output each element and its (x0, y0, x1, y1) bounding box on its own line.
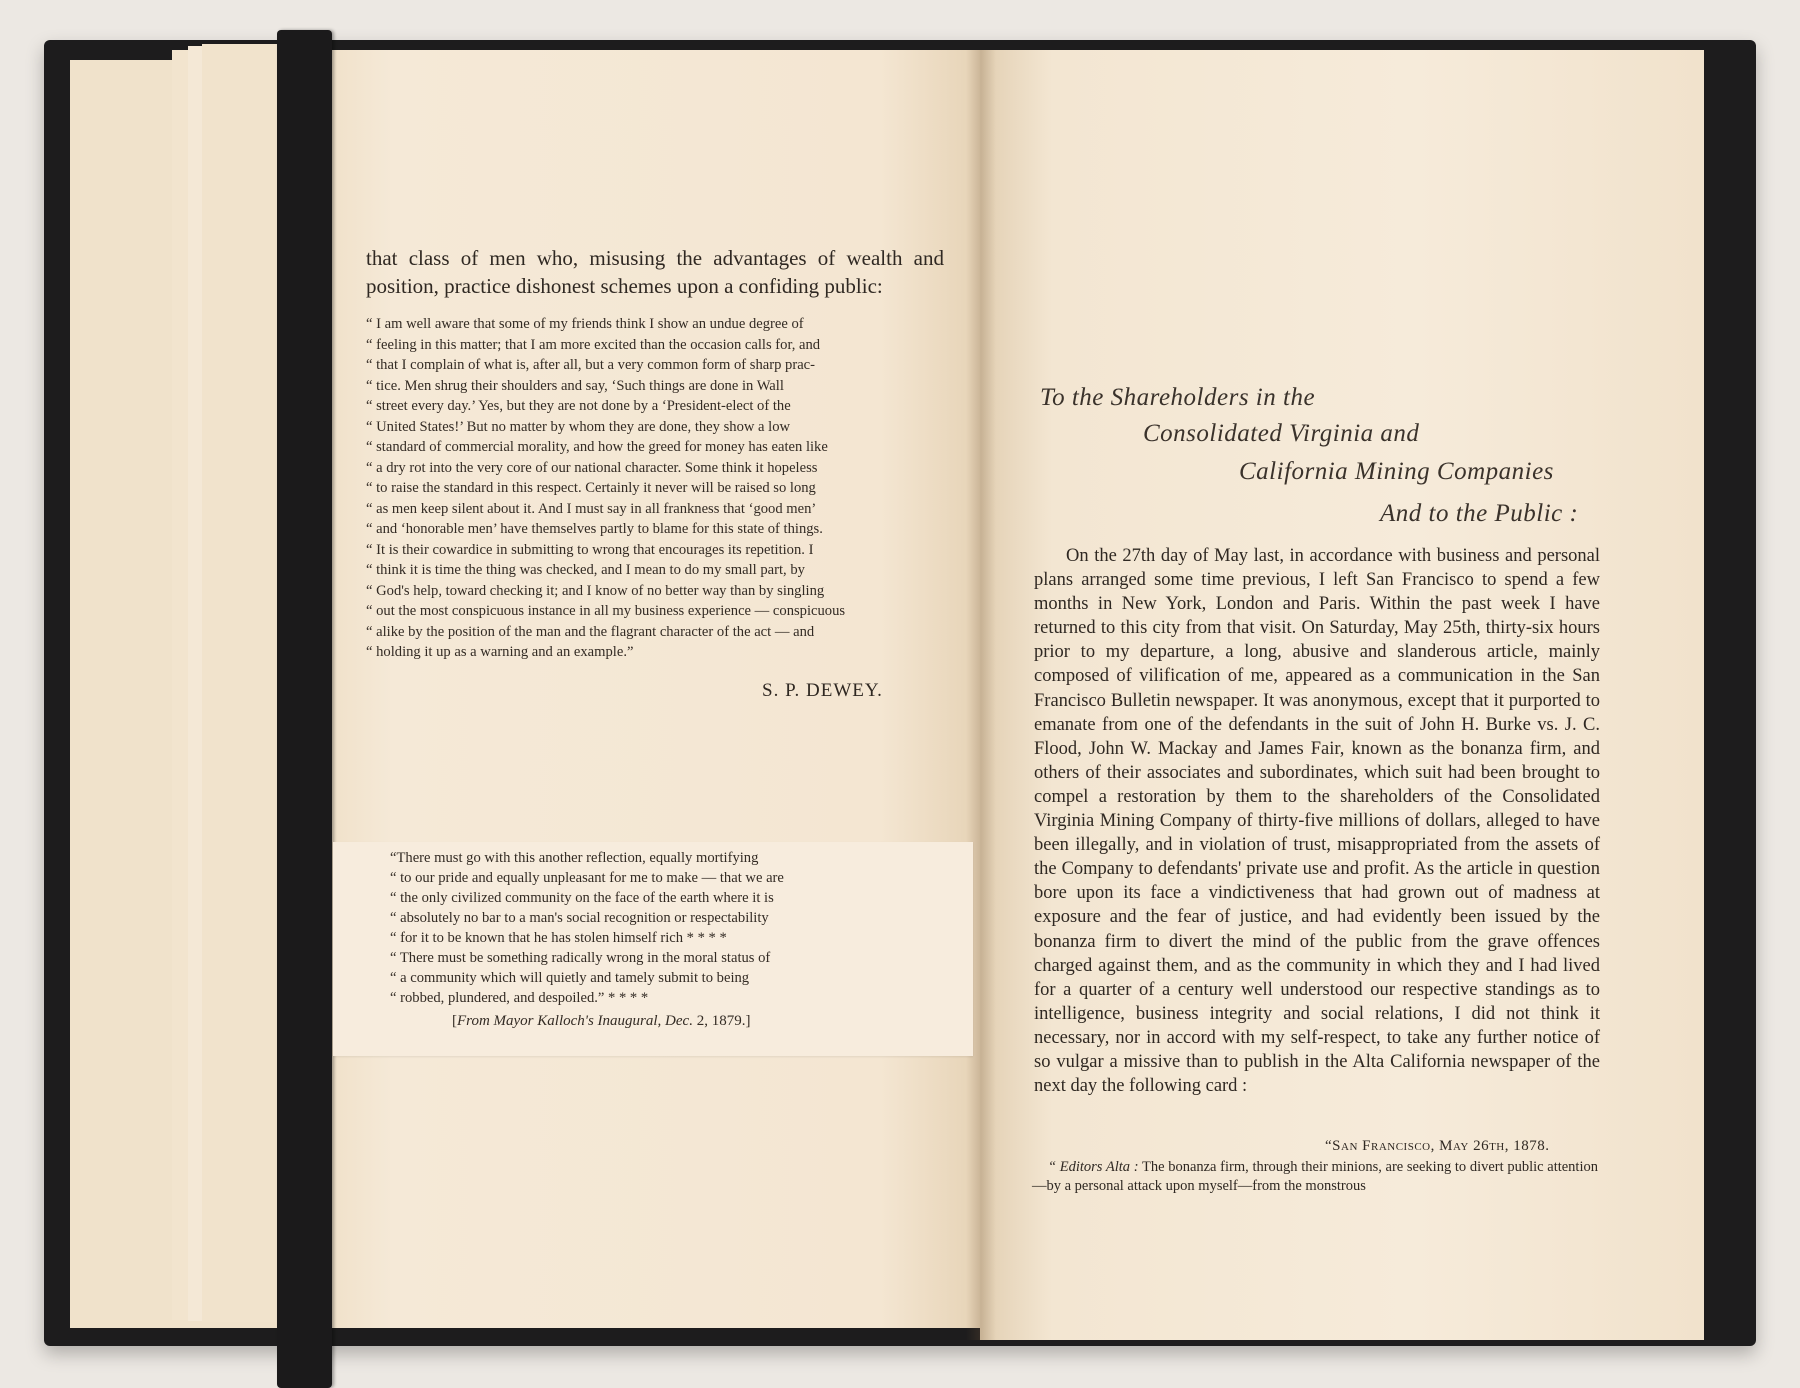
kalloch-quote (390, 848, 845, 1008)
quote-line: “ There must be something radically wrong in the moral status of (390, 950, 771, 966)
quote-line: “ I am well aware that some of my friends think I show an undue degree of (366, 316, 804, 332)
quote-line: “ feeling in this matter; that I am more excited than the occasion calls for, and (366, 336, 821, 353)
quote-line: “ out the most conspicuous instance in all my business experience — conspicuous (366, 603, 846, 619)
quote-line: “ standard of commercial morality, and how the greed for money has eaten like (366, 439, 828, 455)
page-gutter (966, 50, 996, 1340)
quote-line: “ alike by the position of the man and the flagrant character of the act — and (366, 623, 815, 640)
letter-salutation: “ Editors Alta : (1048, 1159, 1139, 1175)
address-heading-line: To the Shareholders in the (1040, 384, 1316, 411)
quote-line: “ and ‘honorable men’ have themselves partly to blame for this state of things. (366, 521, 823, 537)
signature: S. P. DEWEY. (762, 680, 883, 701)
quote-line: “ robbed, plundered, and despoiled.” * * * * (390, 990, 649, 1006)
body-paragraph-container (1034, 544, 1600, 1098)
letter-text (1032, 1158, 1598, 1196)
quote-line: “There must go with this another reflection, equally mortifying (390, 850, 759, 866)
quote-line: “ as men keep silent about it. And I must say in all frankness that ‘good men’ (366, 500, 817, 517)
letter-dateline: “San Francisco, May 26th, 1878. (1325, 1138, 1550, 1154)
elastic-band (277, 30, 332, 1388)
quote-line: “ that I complain of what is, after all, but a very common form of sharp prac- (366, 357, 816, 373)
address-heading-line: Consolidated Virginia and (1143, 420, 1420, 447)
quote-line: “ street every day.’ Yes, but they are not done by a ‘President-elect of the (366, 398, 791, 414)
quote-line: “ God's help, toward checking it; and I know of no better way than by singling (366, 582, 825, 599)
quote-line: “ It is their cowardice in submitting to wrong that encourages its repetition. I (366, 541, 814, 558)
quote-line: “ a dry rot into the very core of our national character. Some think it hopeless (366, 459, 818, 476)
quote-line: “ United States!’ But no matter by whom they are done, they show a low (366, 418, 791, 435)
quote-source (452, 1013, 750, 1030)
quote-line: “ for it to be known that he has stolen himself rich * * * * (390, 930, 727, 946)
source-date: 2, 1879.] (692, 1013, 751, 1029)
quote-line: “ holding it up as a warning and an example.” (366, 644, 634, 660)
quote-line: “ think it is time the thing was checked, and I mean to do my small part, by (366, 562, 805, 578)
letter-paragraph (1032, 1158, 1598, 1196)
intro-paragraph: that class of men who, misusing the advantages of wealth and position, practice dishonest schemes upon a confiding public: (366, 246, 944, 298)
address-heading-line: And to the Public : (1380, 500, 1579, 527)
quote-line: “ absolutely no bar to a man's social recognition or respectability (390, 910, 769, 926)
letter-body: The bonanza firm, through their minions, are seeking to divert public attention—by a personal attack upon myself—from the monstrous (1032, 1159, 1598, 1194)
quote-line: “ a community which will quietly and tamely submit to being (390, 970, 750, 986)
quote-line: “ to raise the standard in this respect. Certainly it never will be raised so long (366, 480, 816, 496)
body-paragraph: On the 27th day of May last, in accordance with business and personal plans arranged some time previous, I left San Francisco to spend a few months in New York, London and Paris. Within the past week I have returned to this city from that visit. On Saturday, May 25th, thirty-six hours prior to my departure, a long, abusive and slanderous article, mainly composed of vilification of me, appeared as a communication in the San Francisco Bulletin newspaper. It was anonymous, except that it purported to emanate from one of the defendants in the suit of John H. Burke vs. J. C. Flood, John W. Mackay and James Fair, known as the bonanza firm, and others of their associates and subordinates, which suit had been brought to compel a restoration by them to the shareholders of the Consolidated Virginia Mining Company of thirty-five millions of dollars, alleged to have been illegally, and in violation of trust, misappropriated from the assets of the Company to defendants' private use and profit. As the article in question bore upon its face a vindictiveness that had grown out of madness at exposure and the fear of justice, and had evidently been issued by the bonanza firm to divert the mind of the public from the grave offences charged against them, and as the community in which they and I had lived for a quarter of a century well understood our respective standings as to intelligence, business integrity and social relations, I did not think it necessary, nor in accord with my self-respect, to take any further notice of so vulgar a missive than to publish in the Alta California newspaper of the next day the following card : (1034, 546, 1600, 1097)
address-heading-line: California Mining Companies (1239, 458, 1554, 485)
source-bracket: [ (452, 1013, 457, 1029)
quote-line: “ the only civilized community on the face of the earth where it is (390, 890, 774, 906)
dewey-quote (366, 314, 944, 663)
quote-line: “ to our pride and equally unpleasant for me to make — that we are (390, 870, 784, 886)
quote-line: “ tice. Men shrug their shoulders and say, ‘Such things are done in Wall (366, 377, 784, 394)
source-title: From Mayor Kalloch's Inaugural, Dec. (457, 1013, 693, 1029)
